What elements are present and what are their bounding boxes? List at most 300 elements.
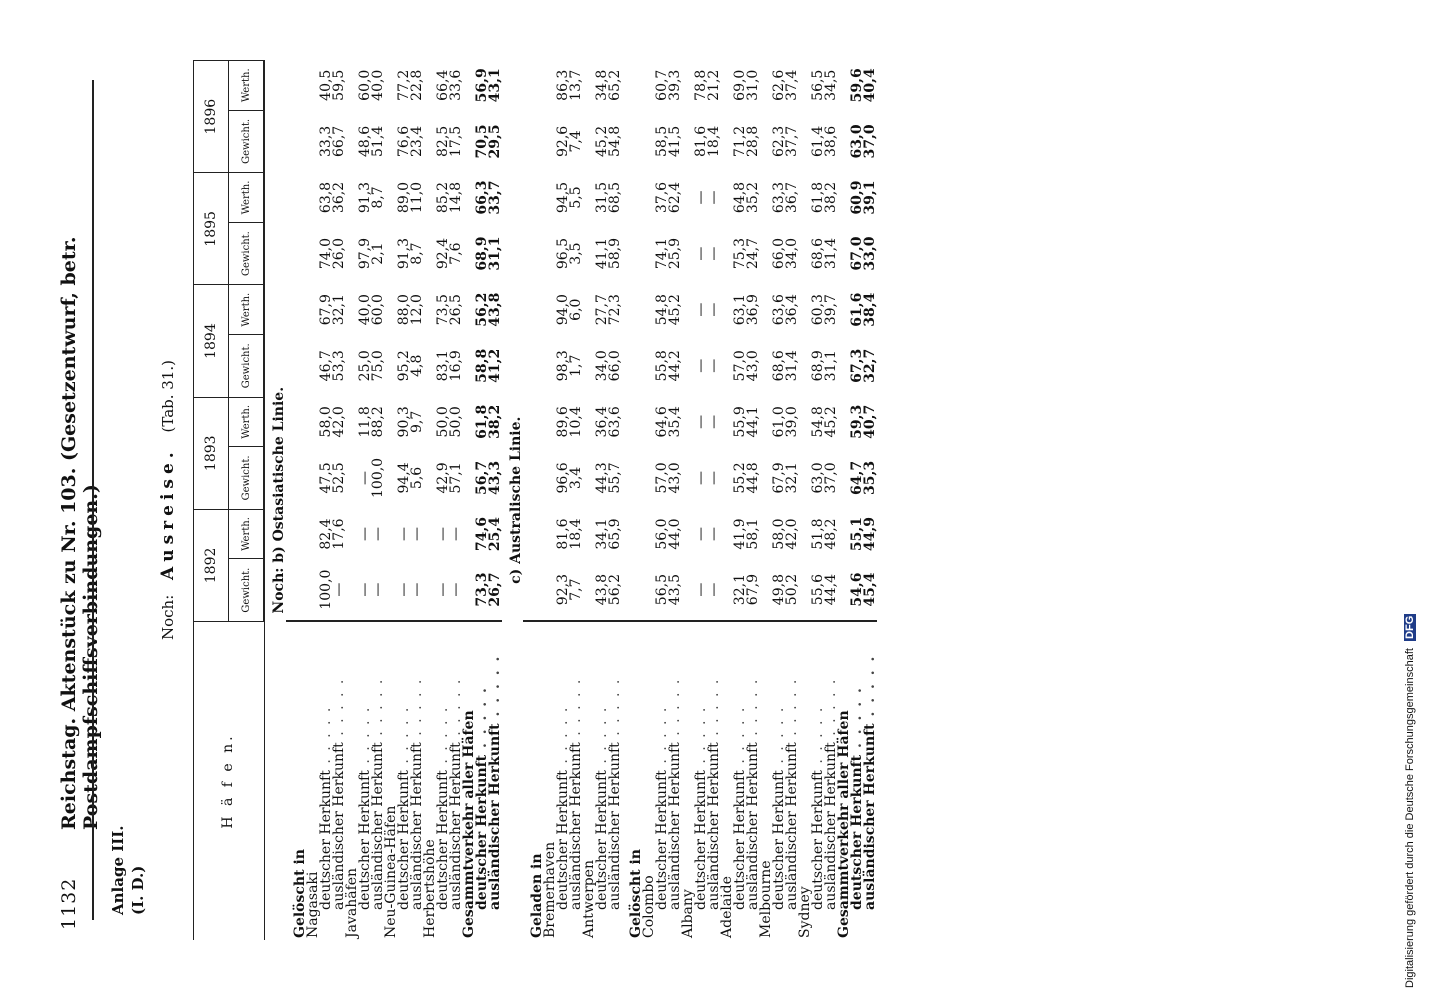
group-heading-word: in xyxy=(628,849,644,865)
value-cell: 64,7 xyxy=(849,460,865,495)
value-cell: 38,2 xyxy=(823,181,839,214)
value-cell: 65,2 xyxy=(607,69,623,101)
year-header: 1894 xyxy=(194,285,229,397)
value-cell: 74,1 xyxy=(654,238,670,270)
value-cell: 67,9 xyxy=(747,559,760,622)
port-name: Colombo xyxy=(641,875,657,938)
table-row: ausländischer Herkunft . . . . . 44,4 48,2 37,0 45,2 31,1 39,7 31,4 38,2 38,6 34,5 xyxy=(825,61,838,941)
value-cell: 56,0 xyxy=(654,518,670,550)
value-cell: 11,8 xyxy=(357,406,373,438)
value-header: Werth. xyxy=(229,397,265,446)
value-cell: 73,5 xyxy=(435,294,451,326)
value-cell: — xyxy=(708,559,721,622)
value-cell: 35,3 xyxy=(862,460,878,495)
value-cell: 69,0 xyxy=(732,69,748,101)
value-cell: 5,5 xyxy=(568,186,584,209)
value-cell: 74,6 xyxy=(474,516,490,552)
origin-label: deutscher Herkunft xyxy=(396,770,412,910)
table-row: ausländischer Herkunft . . . . . — — 57,1 50,0 16,9 26,5 7,6 14,8 17,5 33,6 xyxy=(450,61,463,941)
value-cell: 40,0 xyxy=(370,69,386,101)
weight-header: Gewicht. xyxy=(229,447,265,510)
value-cell: 88,0 xyxy=(396,294,412,326)
value-cell: 81,6 xyxy=(693,125,709,157)
value-cell: — xyxy=(695,559,708,622)
port-name: Albany xyxy=(680,889,696,938)
value-cell: 61,6 xyxy=(849,292,865,327)
value-cell: 44,3 xyxy=(594,462,610,494)
origin-label: ausländischer Herkunft xyxy=(568,742,584,910)
value-cell: 47,5 xyxy=(318,462,334,494)
value-cell: 56,9 xyxy=(474,68,490,103)
value-cell: 25,0 xyxy=(357,350,373,382)
value-cell: 4,8 xyxy=(409,354,425,377)
value-cell: 44,8 xyxy=(745,462,761,494)
value-cell: 39,1 xyxy=(862,180,878,215)
value-cell: 97,9 xyxy=(357,238,373,270)
value-cell: 63,8 xyxy=(318,181,334,214)
value-cell: — xyxy=(448,527,464,542)
value-cell: 92,3 xyxy=(557,559,570,622)
value-cell: 34,0 xyxy=(784,238,800,270)
value-cell: 66,4 xyxy=(435,69,451,101)
value-cell: 74,0 xyxy=(318,238,334,270)
value-cell: 88,2 xyxy=(370,406,386,438)
port-name: Javahäfen xyxy=(344,867,360,938)
value-cell: 39,3 xyxy=(667,69,683,101)
value-cell: 26,7 xyxy=(489,559,502,622)
caption-prefix: Noch: xyxy=(159,594,177,640)
group-heading-row xyxy=(286,61,307,941)
total-label: Gesammtverkehr aller Häfen xyxy=(461,710,477,938)
value-cell: 25,9 xyxy=(667,238,683,270)
origin-label: deutscher Herkunft xyxy=(555,770,571,910)
value-cell: 45,2 xyxy=(667,294,683,326)
value-cell: 58,5 xyxy=(654,125,670,157)
value-cell: 81,6 xyxy=(555,518,571,550)
value-cell: — xyxy=(409,527,425,542)
caption-reference: (Tab. 31.) xyxy=(159,360,177,433)
table-row: ausländischer Herkunft . . . . . 56,2 65,9 55,7 63,6 66,0 72,3 58,9 68,5 54,8 65,2 xyxy=(609,61,622,941)
value-cell: 34,0 xyxy=(594,350,610,382)
value-cell: 61,4 xyxy=(810,125,826,157)
value-cell: 59,3 xyxy=(849,404,865,439)
value-cell: — xyxy=(706,527,722,542)
value-cell: 33,6 xyxy=(448,69,464,101)
table-row: ausländischer Herkunft . . . . . 50,2 42,0 32,1 39,0 31,4 36,4 34,0 36,7 37,7 37,4 xyxy=(786,61,799,941)
group-heading-row xyxy=(622,61,643,941)
weight-header: Gewicht. xyxy=(229,334,265,397)
value-cell: 39,7 xyxy=(823,294,839,326)
value-cell: 96,6 xyxy=(555,462,571,494)
value-cell: 68,9 xyxy=(810,350,826,382)
value-cell: 91,3 xyxy=(396,238,412,270)
section-title: c) Australische Linie. xyxy=(508,416,524,584)
value-cell: 92,6 xyxy=(555,125,571,157)
value-cell: 12,0 xyxy=(409,294,425,326)
watermark-text xyxy=(1404,28,1416,988)
value-cell: 54,8 xyxy=(607,125,623,157)
value-cell: 56,5 xyxy=(656,559,669,622)
value-cell: 24,7 xyxy=(745,238,761,270)
value-cell: 27,7 xyxy=(594,294,610,326)
annex-subtitle: (I. D.) xyxy=(129,865,147,915)
group-heading-word: Gelöscht xyxy=(628,869,644,938)
value-cell: 33,7 xyxy=(487,180,503,215)
origin-label: deutscher Herkunft xyxy=(318,770,334,910)
value-cell: 41,5 xyxy=(667,125,683,157)
value-cell: 89,6 xyxy=(555,406,571,438)
value-cell: 16,9 xyxy=(448,350,464,382)
value-cell: 64,6 xyxy=(654,406,670,438)
value-cell: 63,0 xyxy=(810,462,826,494)
value-cell: — xyxy=(333,559,346,622)
value-cell: — xyxy=(398,559,411,622)
value-cell: 95,2 xyxy=(396,350,412,382)
value-cell: 41,9 xyxy=(732,518,748,550)
section-title: Noch: b) Ostasiatische Linie. xyxy=(271,386,287,614)
value-cell: 17,6 xyxy=(331,518,347,550)
group-heading-word: in xyxy=(292,849,308,865)
value-cell: 54,6 xyxy=(851,559,864,622)
origin-label: ausländischer Herkunft xyxy=(448,742,464,910)
port-name: Adelaide xyxy=(719,876,735,938)
value-cell: 40,5 xyxy=(318,69,334,101)
value-cell: 43,0 xyxy=(745,350,761,382)
dfg-watermark xyxy=(1404,8,1428,988)
value-cell: 45,4 xyxy=(864,559,877,622)
value-cell: 36,4 xyxy=(594,406,610,438)
value-cell: 33,0 xyxy=(862,236,878,271)
dfg-logo: DFG xyxy=(1404,615,1416,639)
section-row xyxy=(502,61,523,941)
value-cell: 63,1 xyxy=(732,294,748,326)
table-row: ausländischer Herkunft . . . . . — — — — — — — — 18,4 21,2 xyxy=(708,61,721,941)
value-cell: 100,0 xyxy=(320,559,333,622)
value-cell: 7,7 xyxy=(570,559,583,622)
value-cell: 13,7 xyxy=(568,69,584,101)
value-cell: 1,7 xyxy=(568,354,584,377)
value-cell: 38,4 xyxy=(862,292,878,327)
value-cell: — xyxy=(706,470,722,485)
year-header: 1892 xyxy=(194,509,229,621)
table-row: ausländischer Herkunft . . . . . 7,7 18,4 3,4 10,4 1,7 6,0 3,5 5,5 7,4 13,7 xyxy=(570,61,583,941)
value-cell: 35,4 xyxy=(667,406,683,438)
origin-label: ausländischer Herkunft xyxy=(862,723,878,910)
weight-header: Gewicht. xyxy=(229,110,265,173)
origin-label: deutscher Herkunft xyxy=(435,770,451,910)
value-cell: 70,5 xyxy=(474,124,490,159)
value-cell: 72,3 xyxy=(607,294,623,326)
value-cell: 38,6 xyxy=(823,125,839,157)
value-cell: — xyxy=(693,302,709,317)
origin-label: deutscher Herkunft xyxy=(732,770,748,910)
table-caption xyxy=(158,360,178,640)
value-cell: 36,9 xyxy=(745,294,761,326)
value-cell: 56,2 xyxy=(474,292,490,327)
port-name: Antwerpen xyxy=(581,860,597,938)
value-cell: 41,1 xyxy=(594,238,610,270)
origin-label: ausländischer Herkunft xyxy=(667,742,683,910)
value-cell: 63,6 xyxy=(771,294,787,326)
value-cell: 58,0 xyxy=(318,406,334,438)
value-cell: 44,2 xyxy=(667,350,683,382)
value-cell: — xyxy=(357,470,373,485)
value-cell: 9,7 xyxy=(409,410,425,433)
page-title: Reichstag. Aktenstück zu Nr. 103. (Gesetzentwurf, betr. Postdampfschiffsverbindungen.) xyxy=(58,236,102,830)
year-header: 1896 xyxy=(194,61,229,173)
value-cell: — xyxy=(372,559,385,622)
value-cell: 94,0 xyxy=(555,294,571,326)
value-cell: 58,1 xyxy=(745,518,761,550)
table-row: deutscher Herkunft . . . . . 92,3 81,6 96,6 89,6 98,3 94,0 96,5 94,5 92,6 86,3 xyxy=(557,61,570,941)
value-cell: 42,9 xyxy=(435,462,451,494)
value-cell: 52,5 xyxy=(331,462,347,494)
value-cell: — xyxy=(357,527,373,542)
table-row: ausländischer Herkunft . . . . . 67,9 58,1 44,8 44,1 43,0 36,9 24,7 35,2 28,8 31,0 xyxy=(747,61,760,941)
value-cell: 8,7 xyxy=(370,186,386,209)
origin-label: deutscher Herkunft xyxy=(594,770,610,910)
annex-label xyxy=(108,826,148,916)
value-cell: 40,0 xyxy=(357,294,373,326)
table-row: deutscher Herkunft . . . . . 54,6 55,1 64,7 59,3 67,3 61,6 67,0 60,9 63,0 59,6 xyxy=(851,61,864,941)
value-cell: 43,8 xyxy=(596,559,609,622)
value-cell: 36,7 xyxy=(784,181,800,214)
value-cell: 23,4 xyxy=(409,125,425,157)
value-cell: 21,2 xyxy=(706,69,722,101)
value-cell: 94,5 xyxy=(555,181,571,214)
value-cell: — xyxy=(706,246,722,261)
value-cell: 53,3 xyxy=(331,350,347,382)
table-row: deutscher Herkunft . . . . . 73,3 74,6 56,7 61,8 58,8 56,2 68,9 66,3 70,5 56,9 xyxy=(476,61,489,941)
value-cell: 42,0 xyxy=(784,518,800,550)
value-cell: 82,4 xyxy=(318,518,334,550)
value-cell: 55,6 xyxy=(812,559,825,622)
value-cell: 51,4 xyxy=(370,125,386,157)
value-cell: 41,2 xyxy=(487,348,503,383)
value-cell: — xyxy=(693,414,709,429)
value-cell: 61,8 xyxy=(474,404,490,439)
table-row: deutscher Herkunft . . . . . 49,8 58,0 67,9 61,0 68,6 63,6 66,0 63,3 62,3 62,6 xyxy=(773,61,786,941)
group-heading xyxy=(286,622,307,941)
value-cell: 59,6 xyxy=(849,68,865,103)
value-cell: 37,4 xyxy=(784,69,800,101)
weight-header: Gewicht. xyxy=(229,222,265,285)
value-cell: 48,2 xyxy=(823,518,839,550)
value-cell: 31,0 xyxy=(745,69,761,101)
value-cell: 32,1 xyxy=(734,559,747,622)
origin-label: ausländischer Herkunft xyxy=(784,742,800,910)
value-cell: 35,2 xyxy=(745,181,761,214)
group-heading-word: Geladen xyxy=(529,873,545,938)
value-cell: 67,0 xyxy=(849,236,865,271)
value-cell: 43,1 xyxy=(487,68,503,103)
value-cell: 61,0 xyxy=(771,406,787,438)
value-cell: 31,1 xyxy=(487,236,503,271)
value-cell: 34,8 xyxy=(594,69,610,101)
value-cell: 3,4 xyxy=(568,466,584,490)
value-cell: 71,2 xyxy=(732,125,748,157)
value-cell: 31,5 xyxy=(594,181,610,214)
value-cell: 31,4 xyxy=(823,238,839,270)
value-cell: 32,1 xyxy=(784,462,800,494)
table-row: ausländischer Herkunft . . . . . — — 100,0 88,2 75,0 60,0 2,1 8,7 51,4 40,0 xyxy=(372,61,385,941)
value-cell: 60,9 xyxy=(849,180,865,215)
value-cell: 66,0 xyxy=(607,350,623,382)
origin-label: ausländischer Herkunft xyxy=(487,723,503,910)
value-cell: 65,9 xyxy=(607,518,623,550)
value-cell: 83,1 xyxy=(435,350,451,382)
value-cell: 91,3 xyxy=(357,181,373,214)
value-cell: 64,8 xyxy=(732,181,748,214)
value-header: Werth. xyxy=(229,285,265,334)
value-cell: 40,7 xyxy=(862,404,878,439)
value-cell: 63,0 xyxy=(849,124,865,159)
value-cell: 90,3 xyxy=(396,406,412,438)
value-cell: 55,8 xyxy=(654,350,670,382)
value-cell: 63,6 xyxy=(607,406,623,438)
value-cell: 43,3 xyxy=(487,460,503,495)
value-cell: — xyxy=(396,527,412,542)
value-cell: 45,2 xyxy=(594,125,610,157)
value-cell: 28,8 xyxy=(745,125,761,157)
value-cell: — xyxy=(450,559,463,622)
origin-label: ausländischer Herkunft xyxy=(331,742,347,910)
value-cell: 98,3 xyxy=(555,350,571,382)
value-cell: 7,4 xyxy=(568,130,584,153)
value-cell: 50,2 xyxy=(786,559,799,622)
origin-label: ausländischer Herkunft xyxy=(745,742,761,910)
value-cell: 76,6 xyxy=(396,125,412,157)
value-cell: 77,2 xyxy=(396,69,412,101)
origin-label: deutscher Herkunft xyxy=(849,754,865,910)
table-row: deutscher Herkunft . . . . . 43,8 34,1 44,3 36,4 34,0 27,7 41,1 31,5 45,2 34,8 xyxy=(596,61,609,941)
origin-label: deutscher Herkunft xyxy=(693,770,709,910)
origin-label: ausländischer Herkunft xyxy=(823,742,839,910)
value-cell: 32,1 xyxy=(331,294,347,326)
value-cell: 60,7 xyxy=(654,69,670,101)
value-cell: 78,8 xyxy=(693,69,709,101)
origin-label: deutscher Herkunft xyxy=(810,770,826,910)
table-row: ausländischer Herkunft . . . . . 26,7 25,4 43,3 38,2 41,2 43,8 31,1 33,7 29,5 43,1 xyxy=(489,61,502,941)
group-heading xyxy=(622,622,643,941)
value-cell: 59,5 xyxy=(331,69,347,101)
column-header-hafen: H ä f e n. xyxy=(194,622,265,941)
port-name: Herbertshöhe xyxy=(422,839,438,938)
value-cell: 44,1 xyxy=(745,406,761,438)
value-cell: 57,0 xyxy=(654,462,670,494)
value-cell: 2,1 xyxy=(370,242,386,265)
table-row: deutscher Herkunft . . . . . — — 94,4 90,3 95,2 88,0 91,3 89,0 76,6 77,2 xyxy=(398,61,411,941)
value-cell: — xyxy=(359,559,372,622)
value-cell: 18,4 xyxy=(568,518,584,550)
value-cell: 37,7 xyxy=(784,125,800,157)
value-cell: 68,9 xyxy=(474,236,490,271)
table-row: ausländischer Herkunft . . . . . — — 5,6 9,7 4,8 12,0 8,7 11,0 23,4 22,8 xyxy=(411,61,424,941)
table-row: ausländischer Herkunft . . . . . 45,4 44,9 35,3 40,7 32,7 38,4 33,0 39,1 37,0 40,4 xyxy=(864,61,877,941)
value-cell: 57,1 xyxy=(448,462,464,494)
group-heading-word: in xyxy=(529,853,545,869)
value-cell: 26,5 xyxy=(448,294,464,326)
value-cell: 56,5 xyxy=(810,69,826,101)
value-cell: — xyxy=(706,190,722,205)
origin-label: ausländischer Herkunft xyxy=(706,742,722,910)
value-cell: 25,4 xyxy=(487,516,503,552)
value-cell: 44,4 xyxy=(825,559,838,622)
value-cell: 54,8 xyxy=(810,406,826,438)
value-header: Werth. xyxy=(229,509,265,558)
value-cell: 48,6 xyxy=(357,125,373,157)
value-cell: 22,8 xyxy=(409,69,425,101)
group-heading xyxy=(523,622,544,941)
value-cell: 44,0 xyxy=(667,518,683,550)
value-cell: 11,0 xyxy=(409,181,425,214)
value-cell: 58,8 xyxy=(474,348,490,383)
year-header: 1895 xyxy=(194,173,229,285)
header-rule xyxy=(92,80,94,920)
value-cell: 63,3 xyxy=(771,181,787,214)
value-cell: 55,7 xyxy=(607,462,623,494)
value-cell: 44,9 xyxy=(862,516,878,552)
value-cell: 50,0 xyxy=(448,406,464,438)
table-row: deutscher Herkunft . . . . . 56,5 56,0 57,0 64,6 55,8 54,8 74,1 37,6 58,5 60,7 xyxy=(656,61,669,941)
value-cell: 36,4 xyxy=(784,294,800,326)
value-cell: 68,6 xyxy=(810,238,826,270)
value-cell: 39,0 xyxy=(784,406,800,438)
value-cell: 56,2 xyxy=(609,559,622,622)
value-cell: 50,0 xyxy=(435,406,451,438)
value-cell: — xyxy=(706,414,722,429)
group-heading-word: Gelöscht xyxy=(292,869,308,938)
origin-label: deutscher Herkunft xyxy=(654,770,670,910)
page-number: 1132 xyxy=(58,877,80,930)
origin-label: ausländischer Herkunft xyxy=(370,742,386,910)
value-cell: 66,3 xyxy=(474,180,490,215)
value-cell: 89,0 xyxy=(396,181,412,214)
value-cell: 18,4 xyxy=(706,125,722,157)
port-name: Bremerhaven xyxy=(542,841,558,938)
value-cell: 3,5 xyxy=(568,242,584,265)
value-cell: 10,4 xyxy=(568,406,584,438)
origin-label: ausländischer Herkunft xyxy=(409,742,425,910)
value-cell: 55,9 xyxy=(732,406,748,438)
value-cell: 75,0 xyxy=(370,350,386,382)
year-header: 1893 xyxy=(194,397,229,509)
value-cell: 66,0 xyxy=(771,238,787,270)
value-cell: — xyxy=(706,302,722,317)
value-cell: 66,7 xyxy=(331,125,347,157)
value-cell: 96,5 xyxy=(555,238,571,270)
value-cell: 43,8 xyxy=(487,292,503,327)
value-cell: 55,2 xyxy=(732,462,748,494)
value-cell: 61,8 xyxy=(810,181,826,214)
value-cell: — xyxy=(693,246,709,261)
total-label: Gesammtverkehr aller Häfen xyxy=(836,710,852,938)
value-cell: 82,5 xyxy=(435,125,451,157)
value-cell: — xyxy=(706,358,722,373)
port-name: Nagasaki xyxy=(305,871,321,938)
value-header: Werth. xyxy=(229,173,265,222)
value-cell: — xyxy=(693,527,709,542)
table-body xyxy=(264,61,877,941)
value-cell: 67,9 xyxy=(318,294,334,326)
value-cell: 7,6 xyxy=(448,242,464,265)
value-cell: 40,4 xyxy=(862,68,878,103)
value-cell: 57,0 xyxy=(732,350,748,382)
value-cell: 32,7 xyxy=(862,348,878,383)
annex-title: Anlage III. xyxy=(109,825,127,915)
value-cell: 37,0 xyxy=(823,462,839,494)
value-cell: 62,3 xyxy=(771,125,787,157)
